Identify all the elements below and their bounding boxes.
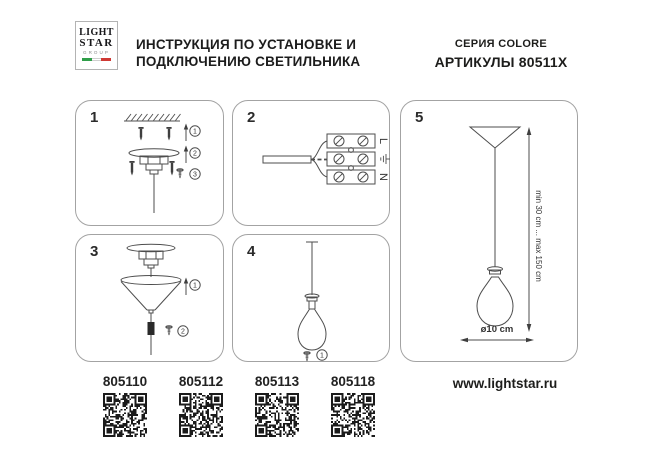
panel-step-4 [232,234,390,362]
canopy-diagram [76,235,225,363]
diameter-label: ø10 cm [480,324,514,335]
qr-code [255,393,299,437]
panel-step-1 [75,100,224,226]
step-marker [178,326,188,336]
website-url: www.lightstar.ru [452,376,558,391]
terminal-block [327,134,375,184]
ceiling-icon [124,114,181,121]
article-column [91,374,159,437]
step-marker [190,126,200,136]
svg-text:1: 1 [193,282,197,290]
logo-text-light: LIGHT [79,27,114,38]
tighten-screw-icon [177,169,183,179]
cone-canopy [470,127,520,148]
anchor-icon [138,127,143,141]
step-marker [190,280,200,290]
height-dimension-arrow [527,127,532,332]
series-name: СЕРИЯ COLORE [454,38,548,50]
article-number: 805112 [178,374,224,389]
article-column [243,374,311,437]
article-column [167,374,235,437]
flag-white-segment [92,58,102,61]
page-title-line2: ПОДКЛЮЧЕНИЮ СВЕТИЛЬНИКА [136,54,361,69]
tighten-screw-icon [304,352,310,362]
step-marker [190,148,200,158]
svg-text:2: 2 [181,328,185,336]
panel-number: 1 [90,109,99,126]
page-title [136,36,360,70]
panel-step-5 [400,100,578,362]
height-dimension-label: min 30 cm ... max 150 cm [534,190,543,282]
panel-number: 2 [247,109,256,126]
up-arrow-icon [184,278,188,296]
dimensions-diagram [401,101,579,363]
article-number: 805110 [102,374,148,389]
up-arrow-icon [184,124,188,142]
tighten-screw-icon [166,326,172,336]
screw-icon [129,161,134,176]
up-arrow-icon [184,146,188,164]
logo-text-group: GROUP [82,50,110,55]
terminal-label-neutral: N [377,173,389,181]
series-block [415,38,587,70]
panel-number: 5 [415,109,424,126]
mounting-bracket [140,156,168,174]
panel-step-2 [232,100,390,226]
step-marker [317,350,327,360]
power-cable [263,156,311,163]
article-number: 805118 [330,374,376,389]
panel-number: 3 [90,243,99,260]
svg-text:3: 3 [193,171,197,179]
glass-shade [477,277,513,326]
wires [311,141,327,177]
mounted-bracket [127,244,175,268]
italian-flag-icon [82,58,111,61]
glass-shade [298,309,326,350]
qr-code [331,393,375,437]
wiring-diagram [233,101,391,227]
socket-fitting [488,267,503,274]
svg-text:1: 1 [320,352,324,360]
article-column [319,374,387,437]
series-articles: АРТИКУЛЫ 80511X [434,54,568,70]
anchor-icon [166,127,171,141]
lightstar-logo [75,21,118,70]
article-number: 805113 [254,374,300,389]
screw-icon [169,161,174,176]
mounting-diagram [76,101,225,227]
page-title-line1: ИНСТРУКЦИЯ ПО УСТАНОВКЕ И [136,37,357,52]
svg-text:2: 2 [193,150,197,158]
panel-step-3 [75,234,224,362]
terminal-label-live: L [377,137,389,145]
earth-ground-icon [381,154,390,164]
shade-diagram [233,235,391,363]
panel-number: 4 [247,243,256,260]
qr-code [179,393,223,437]
flag-red-segment [101,58,111,61]
socket-fitting [305,294,319,309]
logo-text-star: STAR [79,37,114,49]
cone-canopy [121,276,181,314]
svg-text:1: 1 [193,128,197,136]
qr-code [103,393,147,437]
diameter-dimension-arrow [460,338,534,343]
step-marker [190,169,200,179]
cord-grip [148,322,155,335]
flag-green-segment [82,58,92,61]
